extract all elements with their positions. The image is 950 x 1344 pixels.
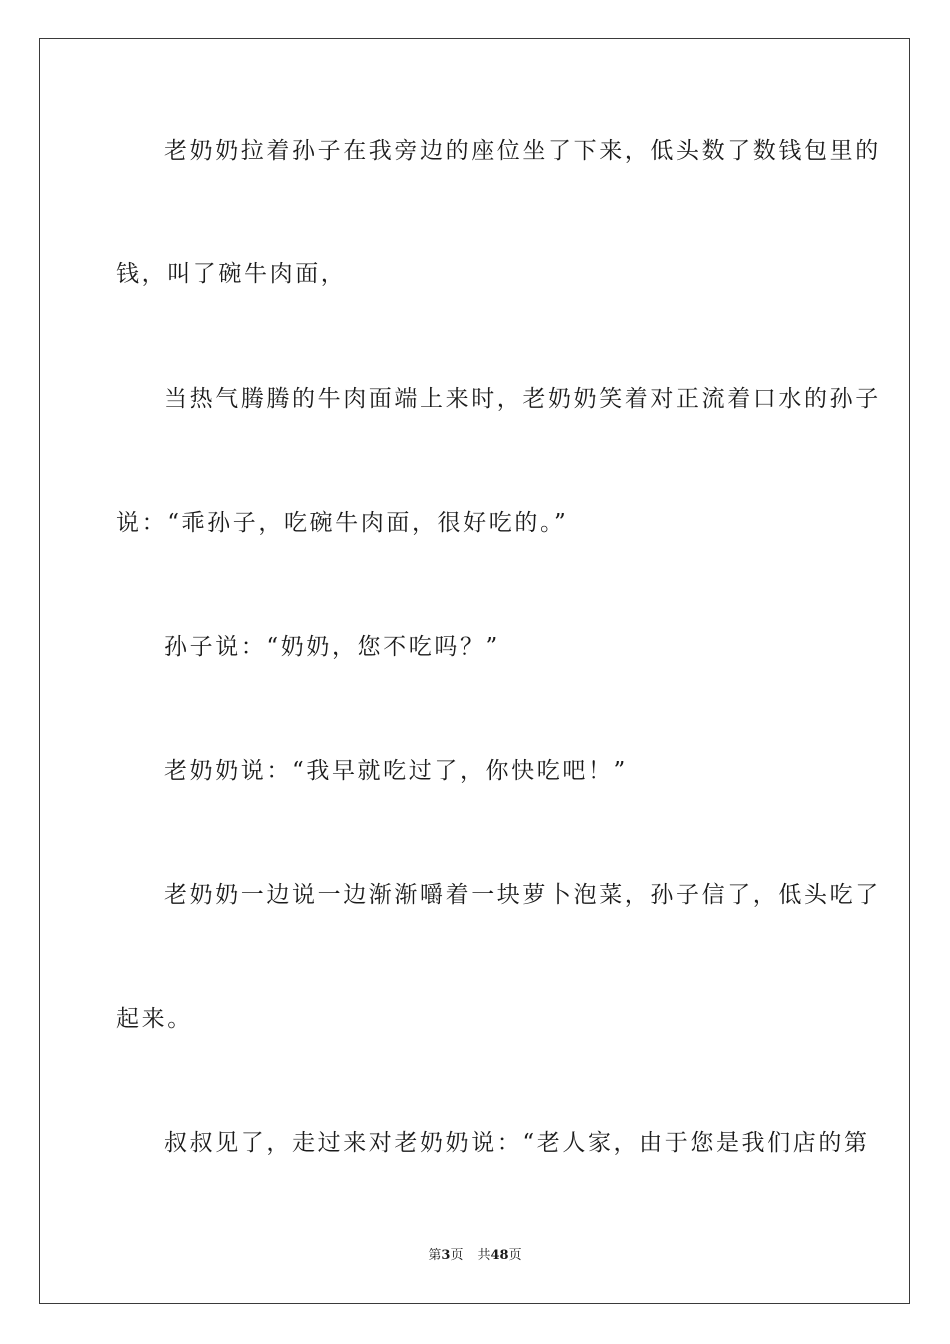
paragraph-line-3: 当热气腾腾的牛肉面端上来时，老奶奶笑着对正流着口水的孙子 (164, 386, 881, 412)
page-footer (0, 1247, 950, 1265)
paragraph-line-7: 老奶奶一边说一边渐渐嚼着一块萝卜泡菜，孙子信了，低头吃了 (164, 882, 881, 908)
page-suffix: 页 (450, 1248, 464, 1263)
paragraph-line-5: 孙子说：“奶奶，您不吃吗？” (164, 634, 500, 660)
paragraph-line-1: 老奶奶拉着孙子在我旁边的座位坐了下来，低头数了数钱包里的 (164, 138, 881, 164)
paragraph-line-8: 起来。 (116, 1006, 193, 1032)
page-border (39, 38, 910, 1304)
page-number: 3 (441, 1248, 451, 1263)
total-suffix: 页 (508, 1248, 522, 1263)
paragraph-line-9: 叔叔见了，走过来对老奶奶说：“老人家，由于您是我们店的第 (164, 1130, 870, 1156)
paragraph-line-6: 老奶奶说：“我早就吃过了，你快吃吧！” (164, 758, 628, 784)
total-prefix: 共 (477, 1248, 491, 1263)
page-prefix: 第 (428, 1248, 442, 1263)
paragraph-line-2: 钱，叫了碗牛肉面， (116, 261, 347, 287)
total-pages: 48 (490, 1248, 509, 1263)
paragraph-line-4: 说：“乖孙子，吃碗牛肉面，很好吃的。” (116, 510, 569, 536)
